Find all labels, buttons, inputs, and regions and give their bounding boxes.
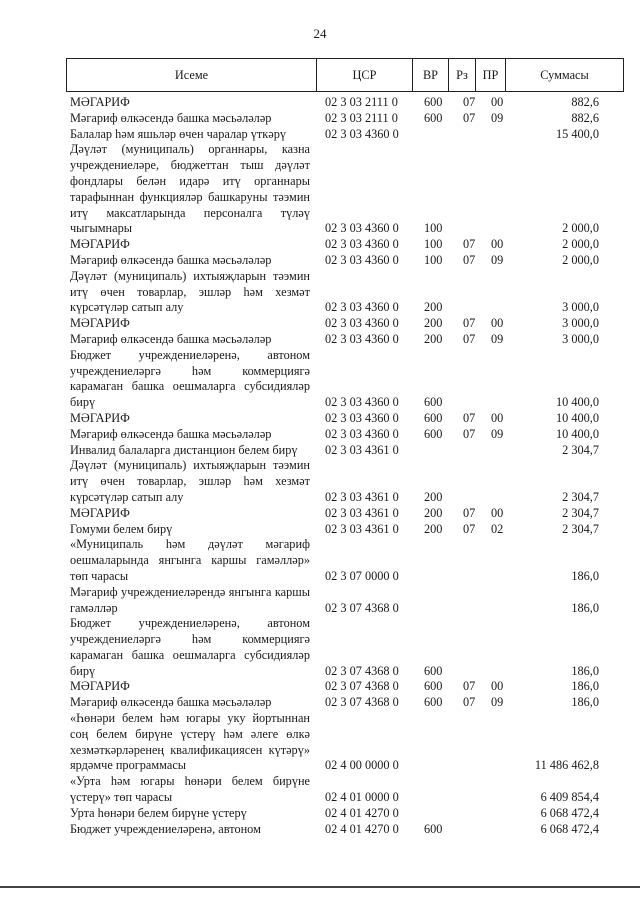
- row-vr: 600: [424, 695, 443, 710]
- row-rz: 07: [463, 237, 476, 252]
- table-row: [70, 348, 604, 411]
- row-csr: 02 3 03 4361 0: [325, 505, 399, 520]
- row-rz: 07: [463, 252, 476, 267]
- row-sum: 2 000,0: [562, 221, 599, 236]
- row-pr: 00: [491, 237, 504, 252]
- row-name: Балалар һәм яшьләр өчен чаралар үткәрү: [70, 126, 287, 141]
- row-csr: 02 4 01 0000 0: [325, 790, 399, 805]
- table-header: [66, 58, 624, 92]
- table-row: [70, 142, 604, 237]
- header-name: Исеме: [67, 59, 317, 91]
- row-csr: 02 3 07 4368 0: [325, 600, 399, 615]
- row-sum: 6 068 472,4: [540, 805, 599, 820]
- row-csr: 02 3 07 4368 0: [325, 695, 399, 710]
- row-sum: 186,0: [571, 600, 599, 615]
- table-row: [70, 822, 604, 838]
- table-row: [70, 537, 604, 584]
- row-sum: 10 400,0: [555, 395, 599, 410]
- row-csr: 02 4 01 4270 0: [325, 805, 399, 820]
- table-row: [70, 316, 604, 332]
- row-vr: 100: [424, 221, 443, 236]
- row-sum: 186,0: [571, 679, 599, 694]
- row-sum: 186,0: [571, 568, 599, 583]
- row-csr: 02 3 03 2111 0: [325, 110, 398, 125]
- row-name: МӘГАРИФ: [70, 679, 130, 694]
- row-csr: 02 3 07 0000 0: [325, 568, 399, 583]
- row-rz: 07: [463, 331, 476, 346]
- row-pr: 00: [491, 95, 504, 109]
- row-csr: 02 3 03 4360 0: [325, 410, 399, 425]
- row-vr: 200: [424, 331, 443, 346]
- row-csr: 02 3 03 4360 0: [325, 395, 399, 410]
- row-vr: 200: [424, 316, 443, 331]
- table-row: [70, 585, 604, 617]
- row-csr: 02 4 00 0000 0: [325, 758, 399, 773]
- row-sum: 3 000,0: [562, 300, 599, 315]
- row-name: Урта һөнәри белем бирүне үстерү: [70, 805, 247, 820]
- row-name: Дәүләт (муниципаль) ихтыяҗларын тәэмин итү өчен товарлар, эшләр һәм хезмәт күрсәтүләр сатып алу: [70, 268, 310, 315]
- row-vr: 600: [424, 679, 443, 694]
- row-csr: 02 3 03 2111 0: [325, 95, 398, 109]
- row-rz: 07: [463, 316, 476, 331]
- row-csr: 02 3 03 4360 0: [325, 126, 399, 141]
- row-name: Мәгариф өлкәсендә башка мәсьәләләр: [70, 695, 272, 710]
- row-vr: 200: [424, 300, 443, 315]
- row-rz: 07: [463, 426, 476, 441]
- table-row: [70, 506, 604, 522]
- row-csr: 02 3 03 4360 0: [325, 300, 399, 315]
- row-csr: 02 3 03 4360 0: [325, 426, 399, 441]
- row-name: МӘГАРИФ: [70, 316, 130, 331]
- row-rz: 07: [463, 695, 476, 710]
- row-sum: 186,0: [571, 695, 599, 710]
- row-name: Бюджет учреждениеләренә, автоном учреждениеләргә һәм коммерциягә карамаган башка оешмаларга субсидияләр бирү: [70, 616, 310, 678]
- row-csr: 02 3 03 4361 0: [325, 521, 399, 536]
- row-rz: 07: [463, 410, 476, 425]
- row-sum: 6 409 854,4: [540, 790, 599, 805]
- row-sum: 10 400,0: [555, 426, 599, 441]
- page-number: 24: [313, 26, 327, 41]
- table-row: [70, 427, 604, 443]
- row-sum: 882,6: [571, 95, 599, 109]
- row-sum: 10 400,0: [555, 410, 599, 425]
- row-vr: 600: [424, 821, 443, 836]
- row-pr: 09: [491, 252, 504, 267]
- row-name: Бюджет учреждениеләренә, автоном: [70, 821, 261, 836]
- header-sum: Суммасы: [540, 67, 589, 82]
- row-sum: 11 486 462,8: [534, 758, 599, 773]
- row-name: МӘГАРИФ: [70, 410, 130, 425]
- row-vr: 600: [424, 663, 443, 678]
- row-sum: 2 000,0: [562, 252, 599, 267]
- table-row: [70, 679, 604, 695]
- table-row: [70, 522, 604, 538]
- row-rz: 07: [463, 110, 476, 125]
- table-row: [70, 616, 604, 679]
- header-csr: ЦСР: [317, 59, 413, 91]
- row-name: Инвалид балаларга дистанцион белем бирү: [70, 442, 298, 457]
- row-name: Дәүләт (муниципаль) органнары, казна учреждениеләре, бюджеттан тыш дәүләт фондлары белән идарә итү органнары тарафыннан функцияләр башкаруны тәэмин итү максатларында персоналга түләү чыгымнары: [70, 142, 310, 236]
- row-pr: 02: [491, 521, 504, 536]
- row-vr: 200: [424, 489, 443, 504]
- row-pr: 09: [491, 331, 504, 346]
- row-vr: 200: [424, 521, 443, 536]
- row-pr: 00: [491, 505, 504, 520]
- row-vr: 600: [424, 426, 443, 441]
- row-pr: 09: [491, 110, 504, 125]
- row-name: «Урта һәм югары һөнәри белем бирүне үстерү» төп чарасы: [70, 774, 310, 805]
- row-csr: 02 3 03 4361 0: [325, 489, 399, 504]
- row-csr: 02 3 07 4368 0: [325, 663, 399, 678]
- row-sum: 2 000,0: [562, 237, 599, 252]
- row-rz: 07: [463, 679, 476, 694]
- row-csr: 02 3 03 4360 0: [325, 237, 399, 252]
- row-name: «Муниципаль һәм дәүләт мәгариф оешмаларында янгынга каршы гамәлләр» төп чарасы: [70, 537, 310, 583]
- row-vr: 100: [424, 237, 443, 252]
- table-row: [70, 806, 604, 822]
- table-row: [70, 95, 604, 111]
- row-sum: 186,0: [571, 663, 599, 678]
- row-name: Мәгариф өлкәсендә башка мәсьәләләр: [70, 426, 272, 441]
- table-row: [70, 411, 604, 427]
- row-vr: 600: [424, 95, 443, 109]
- row-name: Дәүләт (муниципаль) ихтыяҗларын тәэмин итү өчен товарлар, эшләр һәм хезмәт күрсәтүләр сатып алу: [70, 458, 310, 504]
- row-name: Бюджет учреждениеләренә, автоном учреждениеләргә һәм коммерциягә карамаган башка оешмаларга субсидияләр бирү: [70, 347, 310, 410]
- table-row: [70, 111, 604, 127]
- row-rz: 07: [463, 95, 476, 109]
- row-rz: 07: [463, 521, 476, 536]
- row-pr: 00: [491, 410, 504, 425]
- header-vr: ВР: [413, 59, 449, 91]
- row-rz: 07: [463, 505, 476, 520]
- row-csr: 02 3 03 4360 0: [325, 221, 399, 236]
- row-pr: 00: [491, 679, 504, 694]
- header-rz: Рз: [449, 59, 476, 91]
- table-row: [70, 774, 604, 806]
- row-csr: 02 3 03 4360 0: [325, 331, 399, 346]
- row-vr: 100: [424, 252, 443, 267]
- row-name: МӘГАРИФ: [70, 95, 130, 109]
- header-pr: ПР: [476, 59, 506, 91]
- row-sum: 3 000,0: [562, 331, 599, 346]
- table-row: [70, 269, 604, 316]
- row-csr: 02 3 07 4368 0: [325, 679, 399, 694]
- table-row: [70, 332, 604, 348]
- row-vr: 200: [424, 505, 443, 520]
- table-row: [70, 443, 604, 459]
- row-name: Мәгариф учреждениеләрендә янгынга каршы гамәлләр: [70, 584, 310, 615]
- table-row: [70, 237, 604, 253]
- row-pr: 00: [491, 316, 504, 331]
- row-csr: 02 3 03 4360 0: [325, 316, 399, 331]
- row-sum: 2 304,7: [562, 442, 599, 457]
- row-sum: 15 400,0: [555, 126, 599, 141]
- bottom-rule: [0, 886, 640, 888]
- row-name: МӘГАРИФ: [70, 237, 130, 252]
- table-row: [70, 127, 604, 143]
- table-row: [70, 695, 604, 711]
- row-name: Гомуми белем бирү: [70, 521, 173, 536]
- row-vr: 600: [424, 410, 443, 425]
- row-name: «Һөнәри белем һәм югары уку йортыннан соң белем бирүне үстерү һәм әлеге өлкә хезмәткәрләренең квалификациясен күтәрү» ярдәмче программасы: [70, 711, 310, 773]
- row-pr: 09: [491, 695, 504, 710]
- row-sum: 2 304,7: [562, 521, 599, 536]
- table-row: [70, 458, 604, 505]
- row-name: Мәгариф өлкәсендә башка мәсьәләләр: [70, 331, 272, 346]
- row-sum: 882,6: [571, 110, 599, 125]
- row-sum: 6 068 472,4: [540, 821, 599, 836]
- row-name: Мәгариф өлкәсендә башка мәсьәләләр: [70, 252, 272, 267]
- table-row: [70, 711, 604, 774]
- row-csr: 02 4 01 4270 0: [325, 821, 399, 836]
- table-row: [70, 253, 604, 269]
- row-name: Мәгариф өлкәсендә башка мәсьәләләр: [70, 110, 272, 125]
- row-vr: 600: [424, 110, 443, 125]
- row-sum: 3 000,0: [562, 316, 599, 331]
- row-vr: 600: [424, 395, 443, 410]
- row-sum: 2 304,7: [562, 505, 599, 520]
- row-csr: 02 3 03 4361 0: [325, 442, 399, 457]
- row-csr: 02 3 03 4360 0: [325, 252, 399, 267]
- row-sum: 2 304,7: [562, 489, 599, 504]
- table-body: [70, 95, 604, 837]
- row-name: МӘГАРИФ: [70, 505, 130, 520]
- row-pr: 09: [491, 426, 504, 441]
